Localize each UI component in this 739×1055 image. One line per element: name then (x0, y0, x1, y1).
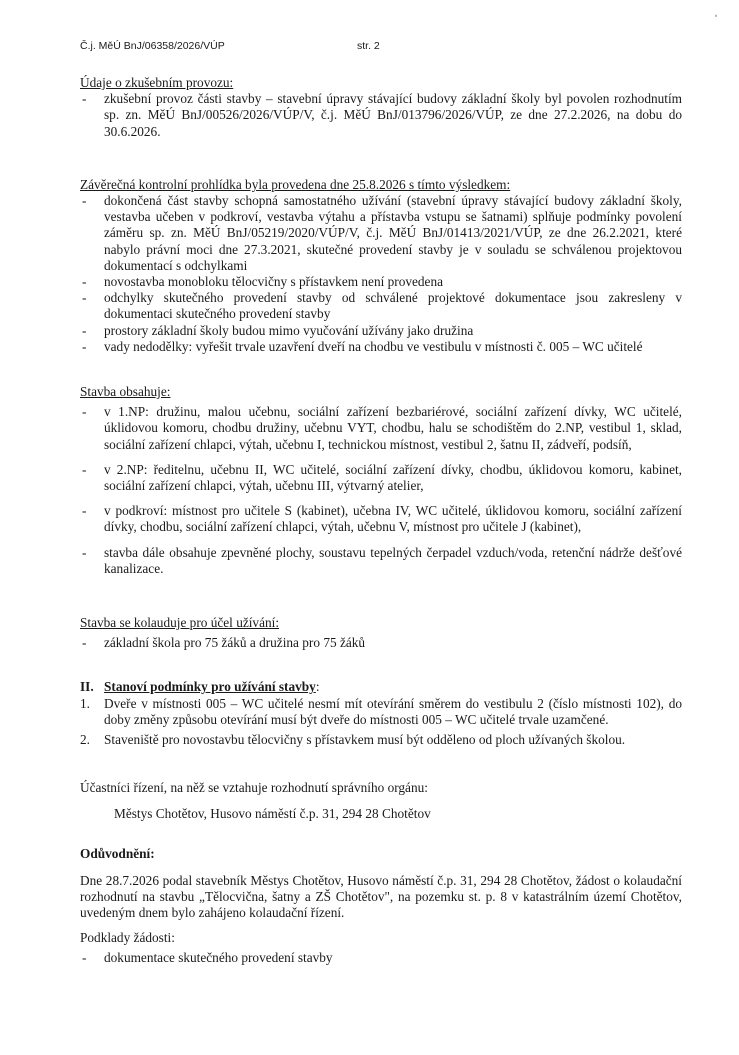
list-item: - zkušební provoz části stavby – stavební úpravy stávající budovy základní školy byl povolen rozhodnutím sp. zn. MěÚ BnJ/00526/2026/VÚP/V, č.j. MěÚ BnJ/013796/2026/VÚP, ze dne 27.2.2026, na dobu do 30.6.2026. (82, 91, 682, 139)
conditions-section (80, 679, 682, 748)
list-item: - základní škola pro 75 žáků a družina pro 75 žáků (82, 635, 366, 651)
reasoning-section (80, 846, 682, 966)
reference-number: Č.j. MěÚ BnJ/06358/2026/VÚP (80, 40, 225, 52)
reasoning-heading: Odůvodnění: (80, 845, 155, 861)
reasoning-paragraph: Dne 28.7.2026 podal stavebník Městys Chotětov, Husovo náměstí č.p. 31, 294 28 Chotětov, žádost o kolaudační rozhodnutí na stavbu „Tělocvična, šatny a ZŠ Chotětov", na pozemku st. p. 8 v katastrálním území Chotětov, uvedeným dnem bylo zahájeno kolaudační řízení. (80, 872, 682, 921)
list-item: 1. Dveře v místnosti 005 – WC učitelé nesmí mít otevírání směrem do vestibulu 2 (číslo místnosti 102), do doby změny způsobu otevírání musí být dveře do místnosti 005 – WC učitelé trvale uzamčené. (80, 695, 682, 727)
list-item: - odchylky skutečného provedení stavby od schválené projektové dokumentace jsou zakresleny v dokumentaci skutečného provedení stavby (82, 290, 682, 322)
participants-intro: Účastníci řízení, na něž se vztahuje rozhodnutí správního orgánu: (80, 780, 428, 796)
bullet: - (82, 503, 87, 519)
list-item: - stavba dále obsahuje zpevněné plochy, soustavu tepelných čerpadel vzduch/voda, retenční nádrže dešťové kanalizace. (82, 544, 682, 576)
conditions-heading: II. Stanoví podmínky pro užívání stavby: (80, 679, 320, 695)
docs-list (80, 950, 682, 966)
bullet: - (82, 404, 87, 420)
bullet: - (82, 290, 87, 306)
list-item: 2. Staveniště pro novostavbu tělocvičny s přístavkem musí být odděleno od ploch užívaných školou. (80, 732, 626, 748)
bullet: - (82, 338, 87, 354)
participants-section (80, 780, 682, 821)
trial-operation-heading: Údaje o zkušebním provozu: (80, 75, 234, 90)
margin-mark: ʹ (715, 14, 717, 25)
building-contents-section (80, 384, 682, 577)
bullet: - (82, 635, 87, 651)
final-inspection-list (80, 193, 682, 355)
list-item: - v 1.NP: družinu, malou učebnu, sociální zařízení bezbariérové, sociální zařízení dívky, WC učitelé, úklidovou komoru, chodbu družiny, učebnu VYT, chodbu, halu se schodištěm do 2.NP, vestibul 1, sklad, sociální zařízení chlapci, výtah, učebnu I, technickou místnost, vestibul 2, šatnu II, zádveří, podsíň, (82, 404, 682, 452)
bullet: - (82, 949, 87, 965)
final-inspection-heading: Závěrečná kontrolní prohlídka byla provedena dne 25.8.2026 s tímto výsledkem: (80, 176, 511, 192)
approved-use-heading: Stavba se kolauduje pro účel užívání: (80, 615, 280, 631)
list-item: - prostory základní školy budou mimo vyučování užívány jako družina (82, 322, 474, 338)
conditions-list (80, 696, 682, 749)
approved-use-list (80, 635, 682, 651)
bullet: - (82, 322, 87, 338)
bullet: - (82, 544, 87, 560)
bullet: - (82, 461, 87, 477)
list-item: - novostavba monobloku tělocvičny s přístavkem není provedena (82, 274, 443, 290)
list-item: - dokumentace skutečného provedení stavby (82, 949, 333, 965)
trial-operation-section (80, 75, 682, 140)
building-contents-heading: Stavba obsahuje: (80, 384, 171, 400)
document-body (80, 75, 682, 966)
docs-heading: Podklady žádosti: (80, 929, 175, 945)
bullet: - (82, 274, 87, 290)
list-item: - v podkroví: místnost pro učitele S (kabinet), učebna IV, WC učitelé, úklidovou komoru, sociální zařízení dívky, chodbu, sociální zařízení chlapci, výtah, učebnu V, místnost pro učitele J (kabinet), (82, 503, 682, 535)
final-inspection-section (80, 177, 682, 355)
bullet: - (82, 91, 87, 107)
page-number: str. 2 (357, 40, 380, 52)
trial-operation-list (80, 91, 682, 140)
list-item: - dokončená část stavby schopná samostatného užívání (stavební úpravy stávající budovy základní školy, vestavba učeben v podkroví, vestavba výtahu a přístavba vstupu se šatnami) splňuje podmínky povolení záměru sp. zn. MěÚ BnJ/05219/2020/VÚP/V, č.j. MěÚ BnJ/01413/2021/VÚP, ze dne 26.2.2021, které nabylo právní moci dne 27.3.2021, skutečné provedení stavby je v souladu se schválenou projektovou dokumentací s odchylkami (82, 193, 682, 273)
bullet: - (82, 193, 87, 209)
building-contents-list (80, 404, 682, 577)
list-item: - vady nedodělky: vyřešit trvale uzavření dveří na chodbu ve vestibulu v místnosti č. 005 – WC učitelé (82, 338, 643, 354)
participant-entry: Městys Chotětov, Husovo náměstí č.p. 31, 294 28 Chotětov (114, 805, 431, 821)
list-item: - v 2.NP: ředitelnu, učebnu II, WC učitelé, sociální zařízení dívky, chodbu, úklidovou komoru, kabinet, sociální zařízení chlapci, výtah, učebnu III, výtvarný atelier, (82, 461, 682, 494)
approved-use-section (80, 615, 682, 651)
